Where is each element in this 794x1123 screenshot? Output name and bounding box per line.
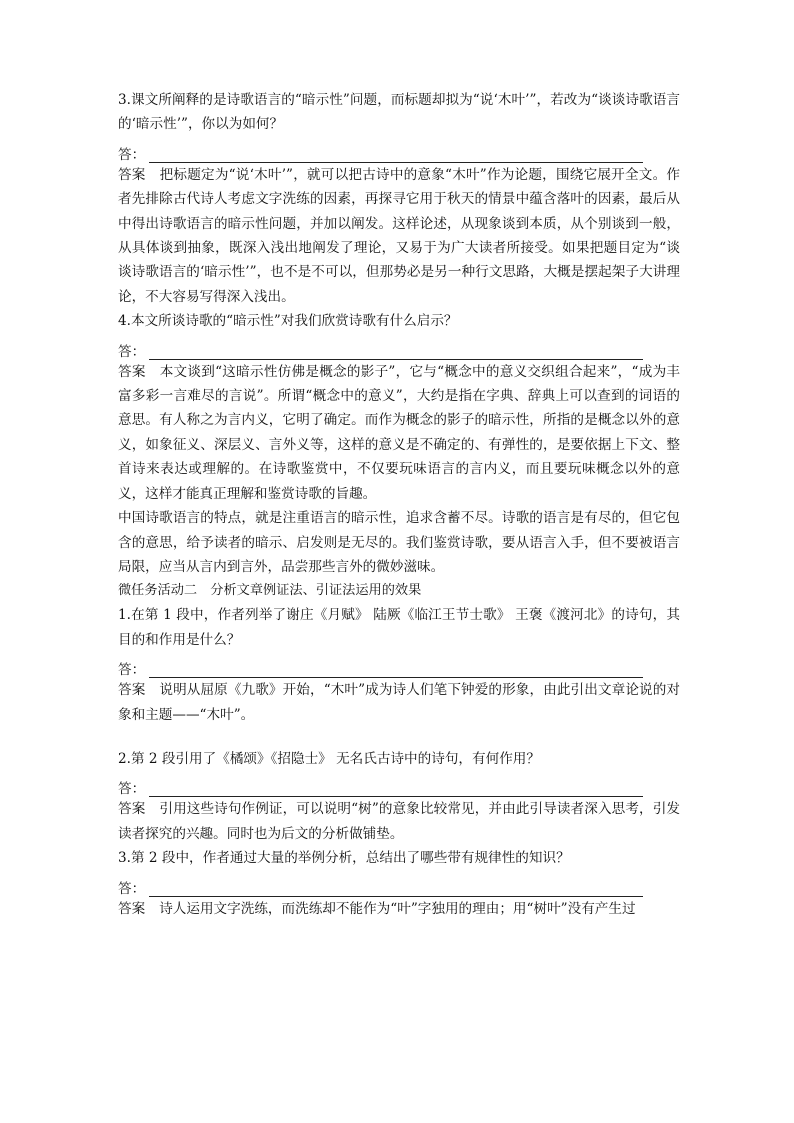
answer-label: 答： bbox=[118, 662, 146, 679]
section2-answer-blank-3[interactable] bbox=[118, 871, 680, 897]
section2-answer-2-text: 引用这些诗句作例证，可以说明“树”的意象比较常见，并由此引导读者深入思考，引发读者探究的兴趣。同时也为后文的分析做铺垫。 bbox=[118, 801, 680, 842]
answer-underline bbox=[149, 878, 643, 897]
section-heading: 微任务活动二 分析文章例证法、引证法运用的效果 bbox=[118, 583, 422, 599]
answer-tag: 答案 bbox=[118, 900, 146, 917]
section2-answer-1 bbox=[118, 678, 680, 727]
spacer bbox=[118, 727, 680, 747]
section2-answer-blank-1[interactable] bbox=[118, 652, 680, 678]
answer-underline bbox=[149, 144, 643, 163]
question-4: 4.本文所谈诗歌的“暗示性”对我们欣赏诗歌有什么启示？ bbox=[118, 313, 458, 330]
document-body bbox=[118, 88, 680, 921]
answer-tag: 答案 bbox=[118, 801, 146, 818]
answer-tag: 答案 bbox=[118, 682, 146, 699]
answer-3 bbox=[118, 163, 680, 309]
answer-label: 答： bbox=[118, 880, 146, 897]
answer-label: 答： bbox=[118, 343, 146, 360]
answer-label: 答： bbox=[118, 146, 146, 163]
answer-tag: 答案 bbox=[118, 363, 146, 380]
answer-blank-4[interactable] bbox=[118, 334, 680, 360]
answer-underline bbox=[149, 659, 643, 678]
section2-answer-blank-2[interactable] bbox=[118, 771, 680, 797]
section2-question-3: 3.第 2 段中，作者通过大量的举例分析，总结出了哪些带有规律性的知识？ bbox=[118, 850, 570, 867]
section2-question-2: 2.第 2 段引用了《橘颂》《招隐士》 无名氏古诗中的诗句，有何作用？ bbox=[118, 750, 540, 767]
section2-question-1: 1.在第 1 段中，作者列举了谢庄《月赋》 陆厥《临江王节士歌》 王褒《渡河北》的诗句，其目的和作用是什么？ bbox=[118, 607, 680, 648]
answer-4-text: 本文谈到“这暗示性仿佛是概念的影子”，它与“概念中的意义交织组合起来”，“成为丰富多彩一言难尽的言说”。所谓“概念中的意义”，大约是指在字典、辞典上可以查到的词语的意思。有人称之为言内义，它明了确定。而作为概念的影子的暗示性，所指的是概念以外的意义，如象征义、深层义、言外义等，这样的意义是不确定的、有弹性的，是要依据上下文、整首诗来表达或理解的。在诗歌鉴赏中，不仅要玩味语言的言内义，而且要玩味概念以外的意义，这样才能真正理解和鉴赏诗歌的旨趣。 bbox=[118, 363, 681, 502]
section2-answer-2 bbox=[118, 797, 680, 846]
section2-answer-1-text: 说明从屈原《九歌》开始，“木叶”成为诗人们笔下钟爱的形象，由此引出文章论说的对象和主题——“木叶”。 bbox=[118, 682, 680, 723]
section2-answer-3 bbox=[118, 897, 680, 921]
answer-4 bbox=[118, 360, 680, 506]
answer-label: 答： bbox=[118, 781, 146, 798]
answer-underline bbox=[149, 341, 643, 360]
answer-3-text: 把标题定为“说‘木叶’”，就可以把古诗中的意象“木叶”作为论题，围绕它展开全文。作者先排除古代诗人考虑文字洗练的因素，再探寻它用于秋天的情景中蕴含落叶的因素，最后从中得出诗歌语言的暗示性问题，并加以阐发。这样论述，从现象谈到本质，从个别谈到一般，从具体谈到抽象，既深入浅出地阐发了理论，又易于为广大读者所接受。如果把题目定为“谈谈诗歌语言的‘暗示性’”，也不是不可以，但那势必是另一种行文思路，大概是摆起架子大讲理论，不大容易写得深入浅出。 bbox=[118, 166, 680, 305]
answer-underline bbox=[149, 778, 643, 797]
answer-blank-3[interactable] bbox=[118, 137, 680, 163]
answer-4-extra: 中国诗歌语言的特点，就是注重语言的暗示性，追求含蓄不尽。诗歌的语言是有尽的，但它包含的意思，给予读者的暗示、启发则是无尽的。我们鉴赏诗歌，要从语言入手，但不要被语言局限，应当从言内到言外，品尝那些言外的微妙滋味。 bbox=[118, 510, 680, 575]
section2-answer-3-text: 诗人运用文字洗练，而洗练却不能作为“叶”字独用的理由；用“树叶”没有产生过 bbox=[159, 900, 636, 917]
question-3: 3.课文所阐释的是诗歌语言的“暗示性”问题，而标题却拟为“说‘木叶’”，若改为“谈谈诗歌语言的‘暗示性’”，你以为如何？ bbox=[118, 92, 680, 133]
answer-tag: 答案 bbox=[118, 166, 146, 183]
